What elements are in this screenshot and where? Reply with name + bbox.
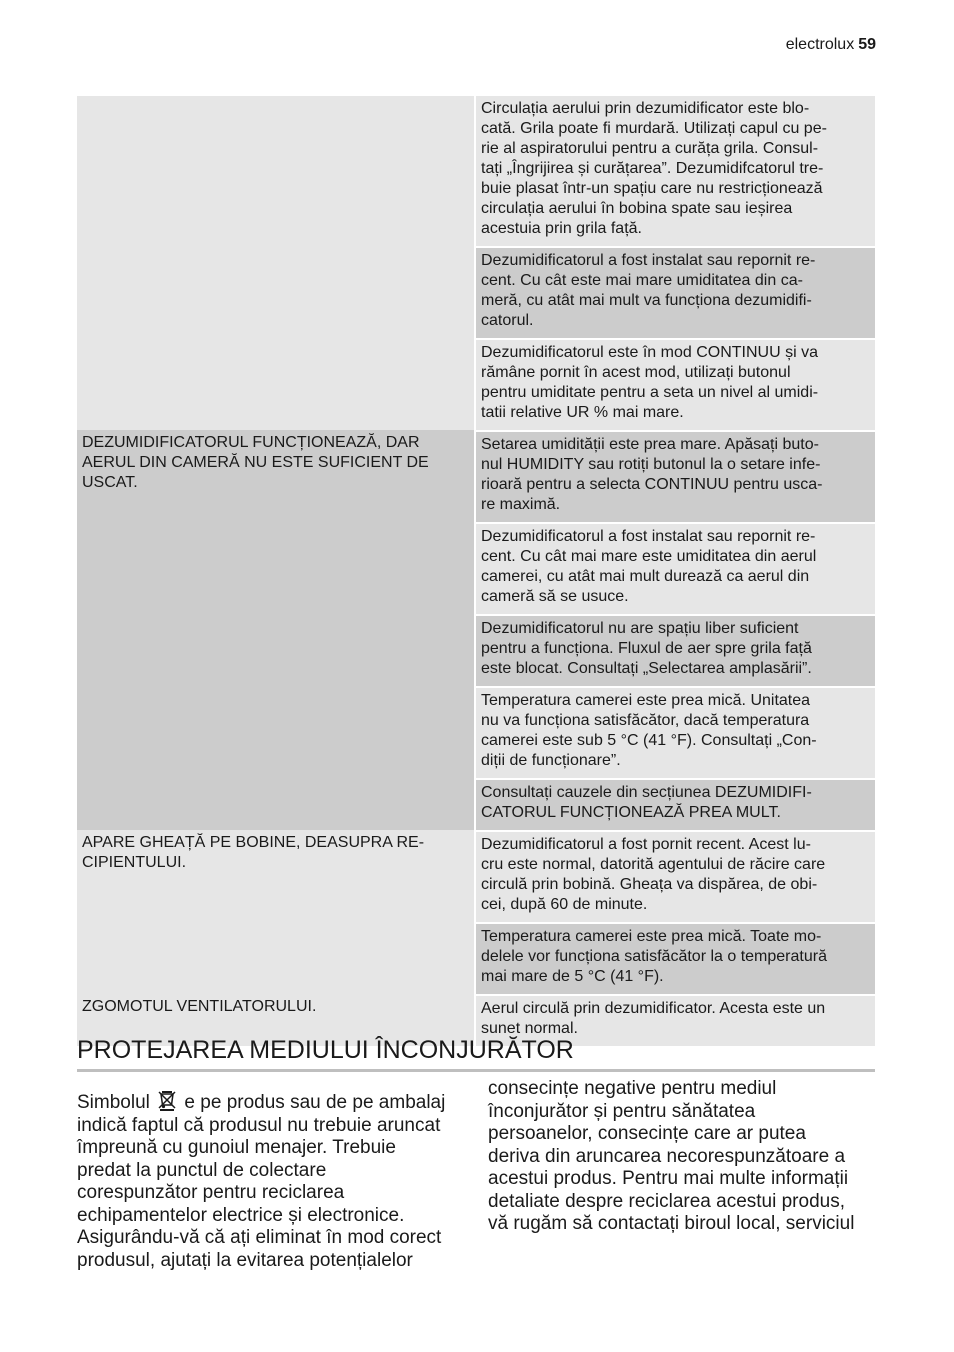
- troubleshooting-table: [77, 96, 875, 1046]
- page-number: 59: [858, 36, 876, 53]
- body-text-rest: e pe produs sau de pe ambalaj indică faptul că produsul nu trebuie aruncat împreună cu gunoiul menajer. Trebuie predat la punctul de colectare corespunzător pentru reciclarea echipamentelor electrice și electronice. Asigurându-vă că ați eliminat în mod corect produsul, ajutați la evitarea potențialelor: [77, 1092, 446, 1271]
- problem-cell: DEZUMIDIFICATORUL FUNCȚIONEAZĂ, DAR AERUL DIN CAMERĂ NU ESTE SUFICIENT DE USCAT.: [77, 430, 476, 830]
- solution-cell: Temperatura camerei este prea mică. Toate mo- delele vor funcționa satisfăcător la o temperatură mai mare de 5 °C (41 °F).: [476, 922, 875, 994]
- solution-cell: Temperatura camerei este prea mică. Unitatea nu va funcționa satisfăcător, dacă temperatura camerei este sub 5 °C (41 °F). Consultați „Con- diții de funcționare”.: [476, 686, 875, 778]
- section-title: PROTEJAREA MEDIULUI ÎNCONJURĂTOR: [77, 1036, 875, 1072]
- page-header: [786, 36, 876, 54]
- problem-cell: ZGOMOTUL VENTILATORULUI.: [77, 994, 476, 1046]
- solution-cell: Consultați cauzele din secțiunea DEZUMIDIFI- CATORUL FUNCȚIONEAZĂ PREA MULT.: [476, 778, 875, 830]
- crossed-out-wheelie-bin-icon: [157, 1089, 177, 1111]
- body-text-start: Simbolul: [77, 1092, 150, 1113]
- solution-cell: Setarea umidității este prea mare. Apăsați buto- nul HUMIDITY sau rotiți butonul la o setare infe- rioară pentru a selecta CONTINUU pentru usca- re maximă.: [476, 430, 875, 522]
- body-column-1: [77, 1089, 463, 1272]
- body-column-2: consecințe negative pentru mediul înconjurător și pentru sănătatea persoanelor, consecințe care ar putea deriva din aruncarea necorespunzătoare a acestui produs. Pentru mai multe informații detaliate despre reciclarea acestui produs, vă rugăm să contactați biroul local, serviciul: [488, 1078, 855, 1234]
- solution-cell: Aerul circulă prin dezumidificator. Acesta este un sunet normal.: [476, 994, 875, 1046]
- solution-cell: Dezumidificatorul a fost instalat sau repornit re- cent. Cu cât mai mare este umiditatea din aerul camerei, cu atât mai mult durează ca aerul din cameră să se usuce.: [476, 522, 875, 614]
- problem-cell: [77, 96, 476, 430]
- solution-cell: Dezumidificatorul a fost pornit recent. Acest lu- cru este normal, datorită agentului de răcire care circulă prin bobină. Gheața va dispărea, de obi- cei, după 60 de minute.: [476, 830, 875, 922]
- brand-name: electrolux: [785, 36, 855, 53]
- solution-cell: Dezumidificatorul a fost instalat sau repornit re- cent. Cu cât este mai mare umiditatea din ca- meră, cu atât mai mult va funcționa dezumidifi- catorul.: [476, 246, 875, 338]
- problem-cell: APARE GHEAȚĂ PE BOBINE, DEASUPRA RE- CIPIENTULUI.: [77, 830, 476, 994]
- solution-cell: Circulația aerului prin dezumidificator este blo- cată. Grila poate fi murdară. Utilizați capul cu pe- rie al aspiratorului pentru a curăța grila. Consul- tați „Îngrijirea și curățarea”. Dezumidifcatorul tre- buie plasat într-un spațiu care nu restricționează circulația aerului în bobina spate sau ieșirea acestuia prin grila față.: [476, 96, 875, 246]
- solution-cell: Dezumidificatorul nu are spațiu liber suficient pentru a funcționa. Fluxul de aer spre grila față este blocat. Consultați „Selectarea amplasării”.: [476, 614, 875, 686]
- solution-cell: Dezumidificatorul este în mod CONTINUU și va rămâne pornit în acest mod, utilizați butonul pentru umiditate pentru a seta un nivel al umidi- tatii relative UR % mai mare.: [476, 338, 875, 430]
